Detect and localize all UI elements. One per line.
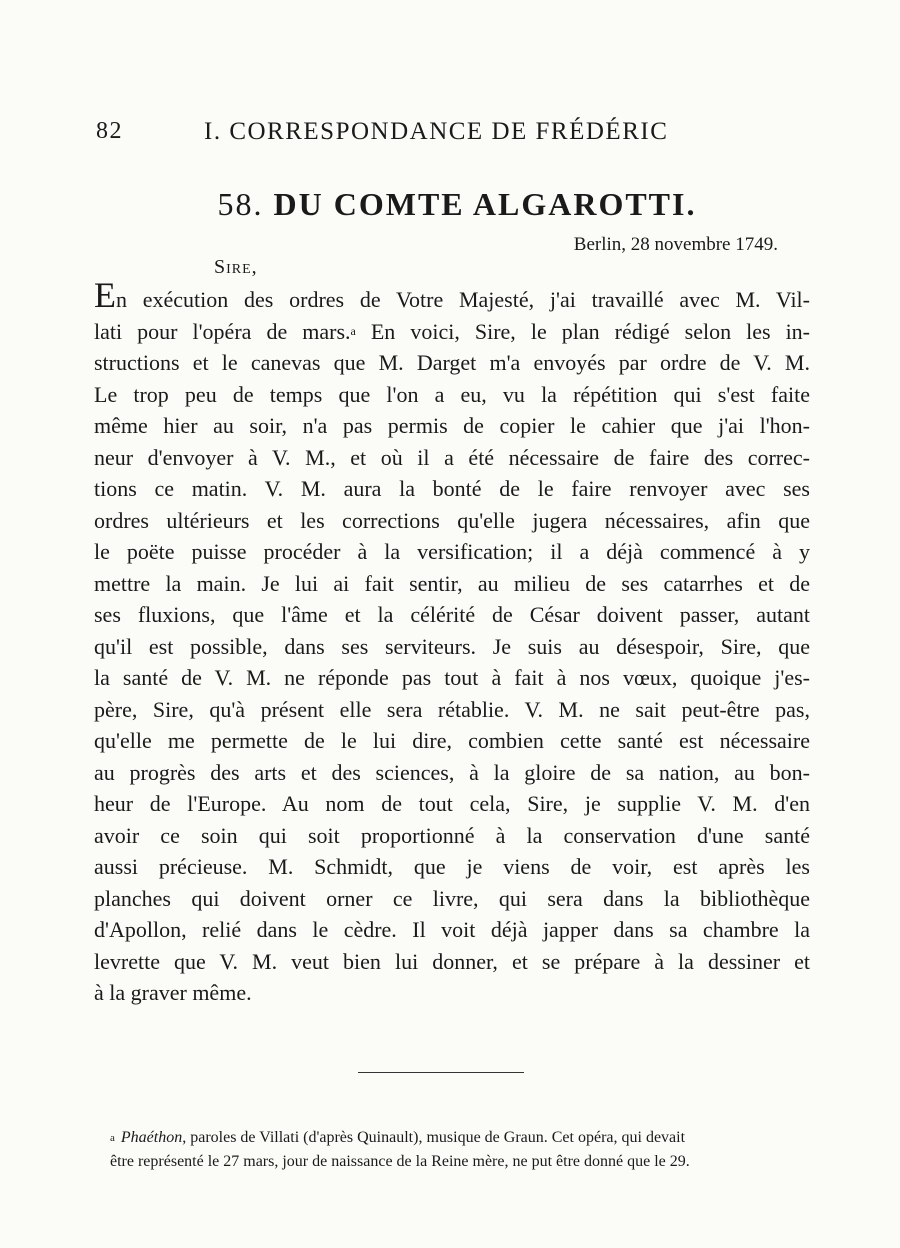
body-line: avoir ce soin qui soit proportionné à la conservation d'une santé xyxy=(94,822,810,848)
body-line: qu'il est possible, dans ses serviteurs. Je suis au désespoir, Sire, que xyxy=(94,633,810,659)
body-line: au progrès des arts et des sciences, à la gloire de sa nation, au bon- xyxy=(94,759,810,785)
body-line: planches qui doivent orner ce livre, qui sera dans la bibliothèque xyxy=(94,885,810,911)
footnote-marker: a xyxy=(110,1132,115,1144)
body-line: même hier au soir, n'a pas permis de copier le cahier que j'ai l'hon- xyxy=(94,413,810,438)
footnote-line: être représenté le 27 mars, jour de naissance de la Reine mère, ne put être donné que le 29. xyxy=(110,1153,690,1170)
body-line: heur de l'Europe. Au nom de tout cela, Sire, je supplie V. M. d'en xyxy=(94,791,810,816)
letter-body xyxy=(94,275,811,1009)
letter-title: DU COMTE ALGAROTTI. xyxy=(273,186,697,222)
body-line: aussi précieuse. M. Schmidt, que je viens de voir, est après les xyxy=(94,854,810,879)
drop-cap: E xyxy=(94,275,116,315)
body-line: lati pour l'opéra de mars.$^a$ En voici, Sire, le plan rédigé selon les in- xyxy=(94,318,811,344)
body-line: la santé de V. M. ne réponde pas tout à fait à nos vœux, quoique j'es- xyxy=(94,665,810,690)
body-line: levrette que V. M. veut bien lui donner, et se prépare à la dessiner et xyxy=(94,948,810,974)
body-line: père, Sire, qu'à présent elle sera rétablie. V. M. ne sait peut-être pas, xyxy=(94,696,810,722)
body-line: tions ce matin. V. M. aura la bonté de le faire renvoyer avec ses xyxy=(94,476,810,501)
body-line: Le trop peu de temps que l'on a eu, vu la répétition qui s'est faite xyxy=(94,381,810,407)
page-number: 82 xyxy=(96,118,123,144)
body-line: mettre la main. Je lui ai fait sentir, au milieu de ses catarrhes et de xyxy=(94,570,810,596)
footnote-reference[interactable]: a xyxy=(350,323,356,338)
footnote xyxy=(110,1126,800,1174)
letter-number: 58. xyxy=(217,186,264,222)
footnote-opera-title: Phaéthon xyxy=(120,1129,183,1146)
body-line: En exécution des ordres de Votre Majesté, j'ai travaillé avec M. Vil- xyxy=(94,275,810,315)
salutation: Sire, xyxy=(214,256,258,278)
body-line: qu'elle me permette de le lui dire, combien cette santé est nécessaire xyxy=(94,728,810,753)
dateline: Berlin, 28 novembre 1749. xyxy=(573,234,778,255)
body-line: d'Apollon, relié dans le cèdre. Il voit déjà japper dans sa chambre la xyxy=(94,917,810,942)
body-line: à la graver même. xyxy=(94,980,252,1005)
body-line: ses fluxions, que l'âme et la célérité de César doivent passer, autant xyxy=(94,602,810,627)
running-head xyxy=(96,118,756,154)
body-line: neur d'envoyer à V. M., et où il a été nécessaire de faire des correc- xyxy=(94,444,810,470)
body-line: structions et le canevas que M. Darget m'a envoyés par ordre de V. M. xyxy=(94,350,810,375)
letter-heading xyxy=(0,186,900,223)
body-line: ordres ultérieurs et les corrections qu'elle jugera nécessaires, afin que xyxy=(94,507,810,533)
footnote-line: $^a$ Phaéthon, paroles de Villati (d'après Quinault), musique de Graun. Cet opéra, qui devait xyxy=(110,1129,686,1146)
running-title: I. CORRESPONDANCE DE FRÉDÉRIC xyxy=(204,118,669,145)
body-line: le poëte puisse procéder à la versification; il a déjà commencé à y xyxy=(94,539,810,564)
footnote-divider xyxy=(358,1072,524,1073)
